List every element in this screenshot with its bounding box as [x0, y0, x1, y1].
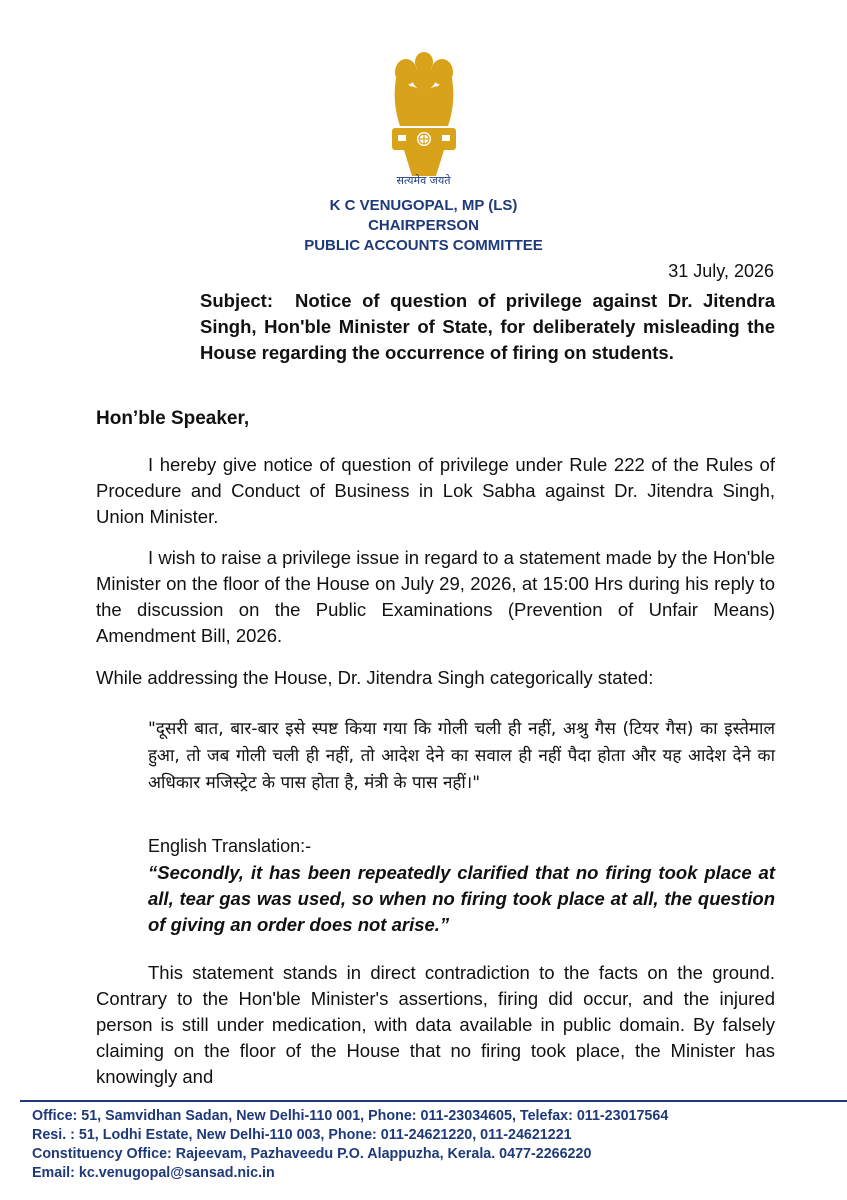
quote-hindi: "दूसरी बात, बार-बार इसे स्पष्ट किया गया कि गोली चली ही नहीं, अश्रु गैस (टियर गैस) का इस्तेमाल हुआ, तो जब गोली चली ही नहीं, तो आदेश देने का सवाल ही नहीं पैदा होता और यह आदेश देने का अधिकार मजिस्ट्रेट के पास होता है, मंत्री के पास नहीं।"	[148, 719, 775, 793]
subject-label: Subject:	[200, 290, 273, 311]
footer-email: Email: kc.venugopal@sansad.nic.in	[32, 1165, 275, 1181]
subject-block	[200, 288, 775, 366]
quote-english: “Secondly, it has been repeatedly clarified that no firing took place at all, tear gas was used, so when no firing took place at all, the question of giving an order does not arise.”	[148, 862, 775, 935]
letter-date: 31 July, 2026	[668, 261, 774, 281]
footer-contact	[32, 1107, 832, 1183]
national-motto: सत्यमेव जयते	[396, 174, 451, 187]
footer-divider	[20, 1100, 847, 1102]
paragraph-contradiction: This statement stands in direct contradiction to the facts on the ground. Contrary to the Hon'ble Minister's assertions, firing did occur, and the injured person is still under medication, with data available in public domain. By falsely claiming on the floor of the House that no firing took place, the Minister has knowingly and	[96, 962, 775, 1087]
footer-residence: Resi. : 51, Lodhi Estate, New Delhi-110 003, Phone: 011-24621220, 011-24621221	[32, 1127, 572, 1143]
letterhead-committee: PUBLIC ACCOUNTS COMMITTEE	[304, 237, 543, 254]
salutation: Hon’ble Speaker,	[96, 408, 250, 429]
letterhead	[0, 196, 847, 256]
letterhead-role: CHAIRPERSON	[368, 217, 479, 234]
translation-label: English Translation:-	[148, 836, 312, 856]
paragraph-statement-intro: While addressing the House, Dr. Jitendra Singh categorically stated:	[96, 667, 654, 688]
footer-office: Office: 51, Samvidhan Sadan, New Delhi-110 001, Phone: 011-23034605, Telefax: 011-23017564	[32, 1108, 669, 1124]
subject-text: Notice of question of privilege against Dr. Jitendra Singh, Hon'ble Minister of State, for deliberately misleading the House regarding the occurrence of firing on students.	[200, 290, 775, 363]
paragraph-privilege-issue: I wish to raise a privilege issue in regard to a statement made by the Hon'ble Minister on the floor of the House on July 29, 2026, at 15:00 Hrs during his reply to the discussion on the Public Examinations (Prevention of Unfair Means) Amendment Bill, 2026.	[96, 547, 775, 646]
paragraph-notice: I hereby give notice of question of privilege under Rule 222 of the Rules of Procedure and Conduct of Business in Lok Sabha against Dr. Jitendra Singh, Union Minister.	[96, 454, 775, 527]
footer-constituency: Constituency Office: Rajeevam, Pazhaveedu P.O. Alappuzha, Kerala. 0477-2266220	[32, 1146, 592, 1162]
letterhead-name: K C VENUGOPAL, MP (LS)	[329, 197, 518, 214]
